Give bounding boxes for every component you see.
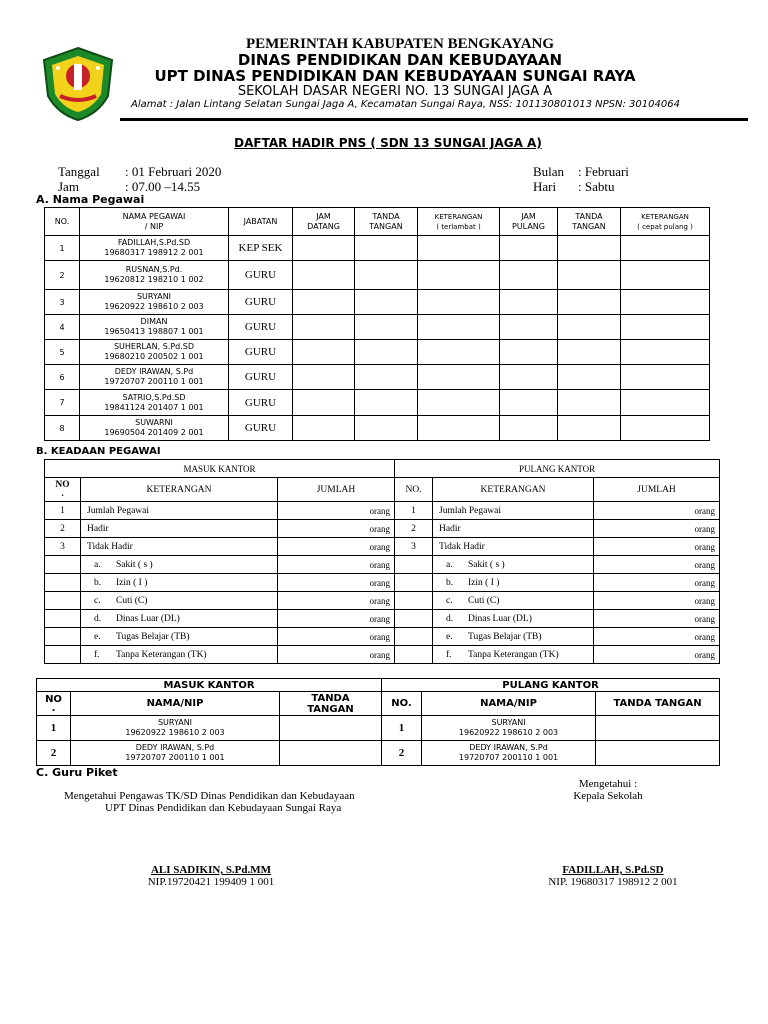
ket-terlambat-cell[interactable] [418, 416, 500, 441]
row-jabatan: GURU [229, 416, 293, 441]
row-jumlah[interactable]: orang [278, 628, 395, 646]
sign-right-name: FADILLAH, S.Pd.SD [562, 864, 664, 876]
ket-terlambat-cell[interactable] [418, 315, 500, 340]
jam-label: Jam [58, 179, 79, 194]
item-marker: c. [94, 595, 101, 606]
row-no [45, 592, 81, 610]
row-keterangan [81, 628, 278, 646]
table-row [37, 716, 720, 741]
col-no: NO . [37, 692, 71, 716]
row-jumlah-pulang[interactable]: orang [594, 556, 720, 574]
row-jumlah[interactable]: orang [278, 574, 395, 592]
item-label: Tanpa Keterangan (TK) [468, 649, 559, 660]
tanda-datang-cell[interactable] [355, 365, 418, 390]
jam-pulang-cell[interactable] [500, 261, 558, 290]
row-keterangan [81, 592, 278, 610]
item-marker: f. [446, 649, 452, 660]
row-no: 5 [45, 340, 80, 365]
jam-datang-cell[interactable] [293, 340, 355, 365]
col-keterangan-pulang: KETERANGAN [433, 478, 594, 502]
teacher-nip: 19620922 198610 2 003 [125, 728, 225, 737]
item-label: Tidak Hadir [439, 541, 485, 552]
row-no-pulang [395, 646, 433, 664]
ket-cepat-cell[interactable] [621, 340, 710, 365]
row-no: 1 [37, 716, 71, 741]
row-no: 6 [45, 365, 80, 390]
row-name-nip [80, 261, 229, 290]
item-label: Tidak Hadir [87, 541, 133, 552]
row-name-nip [80, 390, 229, 416]
ket-terlambat-cell[interactable] [418, 290, 500, 315]
table-row [45, 646, 720, 664]
row-no: 2 [45, 520, 81, 538]
row-jumlah-pulang[interactable]: orang [594, 592, 720, 610]
col-jam-pulang: JAM PULANG [500, 208, 558, 236]
employee-nip: 19620922 198610 2 003 [104, 302, 204, 311]
row-keterangan-pulang [433, 574, 594, 592]
row-keterangan [81, 610, 278, 628]
col-tanda-datang: TANDA TANGAN [355, 208, 418, 236]
row-name-nip [71, 716, 280, 741]
row-jumlah[interactable]: orang [278, 592, 395, 610]
jam-datang-cell[interactable] [293, 390, 355, 416]
table-row [45, 556, 720, 574]
row-no: 3 [45, 538, 81, 556]
sign-right-line2: Kepala Sekolah [573, 790, 643, 802]
row-jabatan: GURU [229, 340, 293, 365]
sign-right-nip: NIP. 19680317 198912 2 001 [548, 876, 678, 888]
row-keterangan-pulang [433, 646, 594, 664]
staff-status-table [44, 459, 720, 664]
item-label: Cuti (C) [468, 595, 500, 606]
jam-datang-cell[interactable] [293, 290, 355, 315]
section-c-heading: C. Guru Piket [36, 766, 118, 779]
teacher-nip: 19720707 200110 1 001 [125, 753, 225, 762]
employee-name: SUHERLAN, S.Pd.SD [113, 342, 195, 351]
tanda-pulang-cell[interactable] [558, 261, 621, 290]
col-jumlah: JUMLAH [278, 478, 395, 502]
jam-pulang-cell[interactable] [500, 390, 558, 416]
header-line2: DINAS PENDIDIKAN DAN KEBUDAYAAN [237, 51, 563, 69]
row-jumlah-pulang[interactable]: orang [594, 628, 720, 646]
masuk-kantor-header: MASUK KANTOR [45, 460, 395, 478]
teacher-name: DEDY IRAWAN, S.Pd [135, 743, 215, 752]
row-keterangan [81, 556, 278, 574]
row-jabatan: GURU [229, 261, 293, 290]
col-jabatan: JABATAN [229, 208, 293, 236]
sign-left-line2: UPT Dinas Pendidikan dan Kebudayaan Sungai Raya [105, 802, 342, 814]
hari-value: : Sabtu [578, 179, 615, 194]
row-jumlah[interactable]: orang [278, 556, 395, 574]
tanda-pulang-cell[interactable] [558, 236, 621, 261]
table-row [45, 502, 720, 520]
table-row [45, 538, 720, 556]
row-jumlah[interactable]: orang [278, 502, 395, 520]
jam-pulang-cell[interactable] [500, 236, 558, 261]
jam-pulang-cell[interactable] [500, 315, 558, 340]
item-marker: a. [94, 559, 101, 570]
table-row [45, 574, 720, 592]
jam-pulang-cell[interactable] [500, 416, 558, 441]
item-label: Dinas Luar (DL) [468, 613, 532, 624]
row-keterangan-pulang [433, 610, 594, 628]
hari-label: Hari [533, 179, 557, 194]
bulan-label: Bulan [533, 164, 565, 179]
row-no [45, 574, 81, 592]
row-keterangan-pulang [433, 520, 594, 538]
row-jabatan: GURU [229, 315, 293, 340]
item-label: Cuti (C) [116, 595, 148, 606]
tanggal-value: : 01 Februari 2020 [125, 164, 222, 179]
tanda-datang-cell[interactable] [355, 261, 418, 290]
ket-terlambat-cell[interactable] [418, 365, 500, 390]
row-keterangan-pulang [433, 502, 594, 520]
bulan-value: : Februari [578, 164, 629, 179]
row-no-pulang [395, 610, 433, 628]
attendance-table [44, 207, 710, 441]
row-no: 8 [45, 416, 80, 441]
teacher-nip: 19720707 200110 1 001 [458, 753, 559, 762]
ket-cepat-cell[interactable] [621, 390, 710, 416]
row-no: 7 [45, 390, 80, 416]
table-row [45, 365, 710, 390]
row-jumlah[interactable]: orang [278, 520, 395, 538]
col-tanda-pulang: TANDA TANGAN [558, 208, 621, 236]
item-label: Tugas Belajar (TB) [468, 631, 542, 642]
row-no-pulang [395, 574, 433, 592]
pulang-kantor-header: PULANG KANTOR [382, 679, 720, 692]
page-title: DAFTAR HADIR PNS ( SDN 13 SUNGAI JAGA A) [234, 136, 542, 150]
teacher-name: SURYANI [491, 718, 526, 727]
row-no [45, 610, 81, 628]
header-divider [120, 118, 748, 121]
table-row [45, 592, 720, 610]
row-name-nip [71, 741, 280, 766]
row-name-nip [80, 416, 229, 441]
table-row [45, 290, 710, 315]
item-label: Jumlah Pegawai [87, 505, 150, 516]
tanda-pulang-cell[interactable] [558, 340, 621, 365]
employee-name: DIMAN [140, 317, 168, 326]
table-row [45, 390, 710, 416]
tanda-tangan-pulang-cell[interactable] [596, 716, 720, 741]
table-row [45, 315, 710, 340]
tanda-pulang-cell[interactable] [558, 390, 621, 416]
item-marker: e. [446, 631, 453, 642]
tanda-pulang-cell[interactable] [558, 290, 621, 315]
employee-nip: 19680210 200502 1 001 [104, 352, 204, 361]
ket-cepat-cell[interactable] [621, 315, 710, 340]
row-name-nip [80, 365, 229, 390]
row-jabatan: KEP SEK [229, 236, 293, 261]
row-jabatan: GURU [229, 290, 293, 315]
masuk-kantor-header: MASUK KANTOR [37, 679, 382, 692]
item-label: Sakit ( s ) [116, 559, 153, 570]
jam-value: : 07.00 –14.55 [125, 179, 201, 194]
row-no-pulang: 2 [395, 520, 433, 538]
pulang-kantor-header: PULANG KANTOR [395, 460, 720, 478]
jam-pulang-cell[interactable] [500, 290, 558, 315]
row-no: 3 [45, 290, 80, 315]
table-row [45, 416, 710, 441]
ket-terlambat-cell[interactable] [418, 236, 500, 261]
ket-cepat-cell[interactable] [621, 261, 710, 290]
row-no-pulang [395, 592, 433, 610]
jam-datang-cell[interactable] [293, 365, 355, 390]
jam-datang-cell[interactable] [293, 315, 355, 340]
item-marker: f. [94, 649, 100, 660]
jam-datang-cell[interactable] [293, 236, 355, 261]
ket-cepat-cell[interactable] [621, 365, 710, 390]
row-no-pulang [395, 556, 433, 574]
ket-terlambat-cell[interactable] [418, 390, 500, 416]
table-row [45, 628, 720, 646]
item-marker: d. [94, 613, 102, 624]
section-b-heading: B. KEADAAN PEGAWAI [36, 446, 161, 457]
col-ket-terlambat: KETERANGAN ( terlambat ) [418, 208, 500, 236]
row-keterangan-pulang [433, 556, 594, 574]
row-name-nip [80, 290, 229, 315]
ket-cepat-cell[interactable] [621, 290, 710, 315]
tanda-datang-cell[interactable] [355, 416, 418, 441]
row-name-nip-pulang [422, 716, 596, 741]
col-no: NO. [45, 208, 80, 236]
employee-name: RUSNAN,S.Pd. [125, 265, 183, 274]
row-keterangan-pulang [433, 628, 594, 646]
employee-nip: 19620812 198210 1 002 [104, 275, 204, 284]
item-label: Tanpa Keterangan (TK) [116, 649, 207, 660]
col-ket-cepat: KETERANGAN ( cepat pulang ) [621, 208, 710, 236]
header-line3: UPT DINAS PENDIDIKAN DAN KEBUDAYAAN SUNGAI RAYA [154, 67, 636, 85]
col-no-pulang: NO. [382, 692, 422, 716]
row-jabatan: GURU [229, 365, 293, 390]
item-label: Tugas Belajar (TB) [116, 631, 190, 642]
row-no: 1 [45, 502, 81, 520]
tanda-datang-cell[interactable] [355, 315, 418, 340]
row-keterangan [81, 520, 278, 538]
tanda-datang-cell[interactable] [355, 236, 418, 261]
col-tanda-tangan: TANDA TANGAN [280, 692, 382, 716]
item-marker: b. [94, 577, 102, 588]
tanda-tangan-pulang-cell[interactable] [596, 741, 720, 766]
jam-datang-cell[interactable] [293, 416, 355, 441]
employee-nip: 19720707 200110 1 001 [104, 377, 204, 386]
row-jumlah[interactable]: orang [278, 646, 395, 664]
row-no: 2 [37, 741, 71, 766]
row-jumlah-pulang[interactable]: orang [594, 574, 720, 592]
row-no-pulang: 3 [395, 538, 433, 556]
tanda-pulang-cell[interactable] [558, 416, 621, 441]
col-keterangan: KETERANGAN [81, 478, 278, 502]
employee-name: DEDY IRAWAN, S.Pd [114, 367, 194, 376]
header-address: Alamat : Jalan Lintang Selatan Sungai Jaga A, Kecamatan Sungai Raya, NSS: 101130801013 NPSN: 30104064 [131, 99, 680, 110]
row-no [45, 628, 81, 646]
col-nama-nip: NAMA/NIP [71, 692, 280, 716]
employee-name: FADILLAH,S.Pd.SD [117, 238, 191, 247]
item-label: Hadir [439, 523, 461, 534]
item-label: Dinas Luar (DL) [116, 613, 180, 624]
sign-left-name: ALI SADIKIN, S.Pd.MM [150, 864, 272, 876]
row-no-pulang: 1 [395, 502, 433, 520]
employee-nip: 19841124 201407 1 001 [104, 402, 204, 412]
teacher-nip: 19620922 198610 2 003 [458, 728, 559, 737]
section-a-heading: A. Nama Pegawai [36, 193, 145, 206]
table-row [45, 610, 720, 628]
tanda-tangan-cell[interactable] [280, 741, 382, 766]
item-marker: b. [446, 577, 454, 588]
sign-left-nip: NIP.19720421 199409 1 001 [147, 876, 275, 888]
tanda-datang-cell[interactable] [355, 390, 418, 416]
row-jumlah-pulang[interactable]: orang [594, 646, 720, 664]
row-jumlah-pulang[interactable]: orang [594, 610, 720, 628]
item-marker: e. [94, 631, 101, 642]
teacher-name: DEDY IRAWAN, S.Pd [469, 743, 548, 752]
col-jumlah-pulang: JUMLAH [594, 478, 720, 502]
row-name-nip-pulang [422, 741, 596, 766]
col-no: NO . [45, 478, 81, 502]
row-jumlah[interactable]: orang [278, 610, 395, 628]
row-jumlah-pulang[interactable]: orang [594, 538, 720, 556]
row-no: 4 [45, 315, 80, 340]
ket-terlambat-cell[interactable] [418, 261, 500, 290]
item-marker: d. [446, 613, 454, 624]
sign-left-line1: Mengetahui Pengawas TK/SD Dinas Pendidikan dan Kebudayaan [64, 790, 355, 802]
header-line4: SEKOLAH DASAR NEGERI NO. 13 SUNGAI JAGA A [237, 84, 553, 99]
duty-teacher-table [36, 678, 720, 766]
row-no: 1 [45, 236, 80, 261]
jam-datang-cell[interactable] [293, 261, 355, 290]
item-label: Sakit ( s ) [468, 559, 505, 570]
row-keterangan [81, 538, 278, 556]
item-label: Izin ( I ) [468, 577, 500, 588]
tanda-pulang-cell[interactable] [558, 365, 621, 390]
tanda-datang-cell[interactable] [355, 290, 418, 315]
item-marker: c. [446, 595, 453, 606]
row-keterangan [81, 574, 278, 592]
row-keterangan [81, 502, 278, 520]
col-jam-datang: JAM DATANG [293, 208, 355, 236]
tanda-tangan-cell[interactable] [280, 716, 382, 741]
table-row [45, 520, 720, 538]
sign-right-line1: Mengetahui : [578, 778, 638, 790]
row-no [45, 556, 81, 574]
item-label: Izin ( I ) [116, 577, 148, 588]
row-name-nip [80, 315, 229, 340]
row-no: 2 [45, 261, 80, 290]
row-name-nip [80, 236, 229, 261]
item-label: Jumlah Pegawai [439, 505, 502, 516]
table-row [45, 340, 710, 365]
row-keterangan-pulang [433, 538, 594, 556]
col-nama: NAMA PEGAWAI / NIP [80, 208, 229, 236]
row-no-pulang: 1 [382, 716, 422, 741]
employee-name: SURYANI [136, 292, 172, 301]
item-marker: a. [446, 559, 453, 570]
col-no-pulang: NO. [395, 478, 433, 502]
row-no-pulang [395, 628, 433, 646]
row-jumlah-pulang[interactable]: orang [594, 520, 720, 538]
employee-nip: 19650413 198807 1 001 [104, 327, 204, 336]
table-row [45, 236, 710, 261]
table-row [37, 741, 720, 766]
employee-nip: 19690504 201409 2 001 [104, 428, 204, 437]
row-no-pulang: 2 [382, 741, 422, 766]
ket-terlambat-cell[interactable] [418, 340, 500, 365]
item-label: Hadir [87, 523, 109, 534]
row-name-nip [80, 340, 229, 365]
tanggal-label: Tanggal [58, 164, 100, 179]
row-jumlah-pulang[interactable]: orang [594, 502, 720, 520]
row-no [45, 646, 81, 664]
row-keterangan [81, 646, 278, 664]
col-tanda-tangan-pulang: TANDA TANGAN [596, 692, 720, 716]
header-line1: PEMERINTAH KABUPATEN BENGKAYANG [245, 36, 555, 52]
tanda-datang-cell[interactable] [355, 340, 418, 365]
employee-name: SUWARNI [135, 418, 173, 427]
jam-pulang-cell[interactable] [500, 340, 558, 365]
employee-nip: 19680317 198912 2 001 [104, 248, 204, 257]
ket-cepat-cell[interactable] [621, 416, 710, 441]
row-jabatan: GURU [229, 390, 293, 416]
tanda-pulang-cell[interactable] [558, 315, 621, 340]
table-row [45, 261, 710, 290]
col-nama-nip-pulang: NAMA/NIP [422, 692, 596, 716]
row-jumlah[interactable]: orang [278, 538, 395, 556]
row-keterangan-pulang [433, 592, 594, 610]
ket-cepat-cell[interactable] [621, 236, 710, 261]
jam-pulang-cell[interactable] [500, 365, 558, 390]
teacher-name: SURYANI [157, 718, 193, 727]
employee-name: SATRIO,S.Pd.SD [122, 392, 186, 402]
